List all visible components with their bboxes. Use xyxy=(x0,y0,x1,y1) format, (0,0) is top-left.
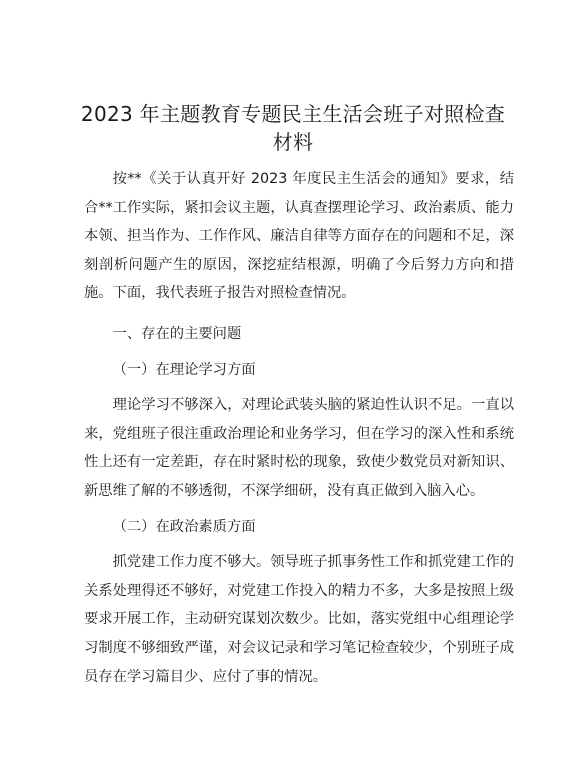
subheading-theory-study: （一）在理论学习方面 xyxy=(112,361,256,378)
paragraph-political-quality: 抓党建工作力度不够大。领导班子抓事务性工作和抓党建工作的关系处理得还不够好，对党建工作投入的精力不多，大多是按照上级要求开展工作，主动研究谋划次数少。比如，落实党组中心组理论学习制度不够细致严谨，对会议记录和学习笔记检查较少，个别班子成员存在学习篇目少、应付了事的情况。 xyxy=(84,554,514,685)
document-title xyxy=(60,100,526,156)
section-heading-problems: 一、存在的主要问题 xyxy=(112,325,242,342)
title-line-1: 2023 年主题教育专题民主生活会班子对照检查 xyxy=(80,102,506,126)
intro-paragraph: 按**《关于认真开好 2023 年度民主生活会的通知》要求，结合**工作实际，紧扣会议主题，认真查摆理论学习、政治素质、能力本领、担当作为、工作作风、廉洁自律等方面存在的问题和不足，深刻剖析问题产生的原因，深挖症结根源，明确了今后努力方向和措施。下面，我代表班子报告对照检查情况。 xyxy=(84,171,514,302)
document-body xyxy=(84,165,514,691)
subheading-political-quality: （二）在政治素质方面 xyxy=(112,518,256,535)
title-line-2: 材料 xyxy=(272,130,314,154)
paragraph-theory-study: 理论学习不够深入，对理论武装头脑的紧迫性认识不足。一直以来，党组班子很注重政治理论和业务学习，但在学习的深入性和系统性上还有一定差距，存在时紧时松的现象，致使少数党员对新知识、新思维了解的不够透彻，不深学细研，没有真正做到入脑入心。 xyxy=(84,397,514,499)
